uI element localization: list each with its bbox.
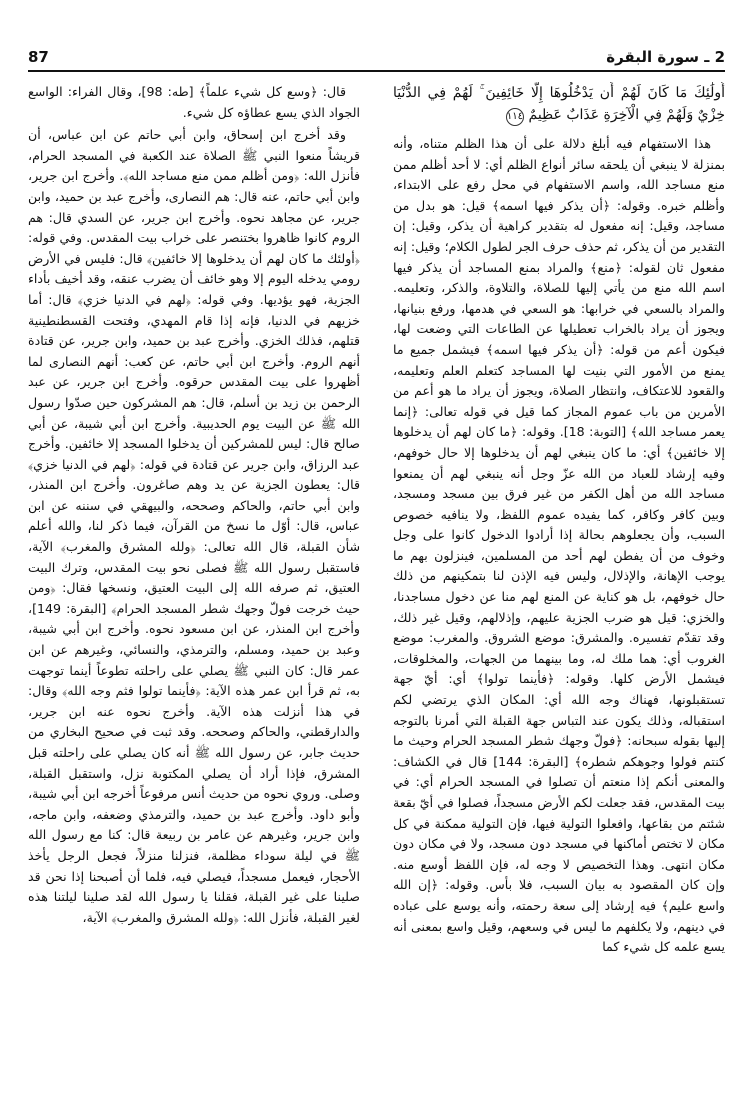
- header-rule: [28, 70, 725, 72]
- chapter-title: 2 ـ سورة البقرة: [606, 48, 725, 66]
- right-column: [393, 82, 725, 1092]
- page-number: 87: [28, 48, 49, 66]
- commentary-paragraph: هذا الاستفهام فيه أبلغ دلالة على أن هذا الظلم متناه، وأنه بمنزلة لا ينبغي أن يلحقه سائر أنواع الظلم أي: لا أحد أظلم ممن منع مساجد الله، واسم الاستفهام في محل رفع على الابتداء، وأظلم خبره. وقوله: ﴿أن يذكر فيها اسمه﴾ قيل: هو بدل من مساجد، وقيل: إنه مفعول له بتقدير كراهية أن يذكر، وقيل: إن التقدير من أن يذكر، ثم حذف حرف الجر لطول الكلام؛ وقيل: إنه مفعول ثان لقوله: ﴿منع﴾ والمراد بمنع المساجد أن يذكر فيها اسم الله منع من يأتي إليها للصلاة، والتلاوة، والذكر، وتعليمه. والمراد بالسعي في خرابها: هو السعي في هدمها، ورفع بنيانها، ويجوز أن يراد بالخراب تعطيلها عن الطاعات التي وضعت لها، فيكون أعم من قوله: ﴿أن يذكر فيها اسمه﴾ فيشمل جميع ما يمنع من الأمور التي بنيت لها المساجد كتعلم العلم وتعليمه، والقعود للاعتكاف، وانتظار الصلاة، ويجوز أن يراد ما هو أعم من الأمرين من باب عموم المجاز كما قيل في قوله تعالى: ﴿إنما يعمر مساجد الله﴾ [التوبة: 18]. وقوله: ﴿ما كان لهم أن يدخلوها إلا خائفين﴾ أي: ما كان ينبغي لهم أن يدخلوها إلا حال خوفهم، وفيه إرشاد للعباد من الله عزّ وجل أنه ينبغي لهم أن يمنعوا مساجد الله من أهل الكفر من غير فرق بين مسجد ومسجد، وبين كافر وكافر، كما يفيده عموم اللفظ، ولا ينافيه خصوص السبب، وأن يجعلوهم بحالة إذا أرادوا الدخول كانوا على وجل وخوف من أن يفطن لهم أحد من المسلمين، فينزلون بهم ما يوجب الإهانة، والإذلال، وليس فيه الإذن لنا بتمكينهم من ذلك حال خوفهم، بل هو كناية عن المنع لهم منا عن دخول مساجدنا، والخزي: قيل هو ضرب الجزية عليهم، وإذلالهم، وقيل غير ذلك، وقد تقدّم تفسيره. والمشرق: موضع الشروق. والمغرب: موضع الغروب أي: هما ملك له، وما بينهما من الجهات، والمخلوقات، فيشمل الأرض كلها. وقوله: ﴿فأينما تولوا﴾ أي: أيّ جهة تستقبلونها، فهناك وجه الله أي: المكان الذي يرتضي لكم استقباله، وذلك يكون عند التباس جهة القبلة التي أمرنا بالتوجه إليها بقوله سبحانه: ﴿فولّ وجهك شطر المسجد الحرام وحيث ما كنتم فولوا وجوهكم شطره﴾ [البقرة: 144] قال في الكشاف: والمعنى أنكم إذا منعتم أن تصلوا في المسجد الحرام أي: في بيت المقدس، فقد جعلت لكم الأرض مسجداً، فصلوا في أيّ بقعة شئتم من بقاعها، وافعلوا التولية فيها، فإن التولية ممكنة في كل مكان لا تختص أماكنها في مسجد دون مسجد، ولا في مكان دون مكان انتهى. وهذا التخصيص لا وجه له، فإن اللفظ أوسع منه. وإن كان المقصود به بيان السبب، فلا بأس. وقوله: ﴿إن الله واسع عليم﴾ فيه إرشاد إلى سعة رحمته، وأنه يوسع على عباده في دينهم، ولا يكلفهم ما ليس في وسعهم، وقيل واسع بمعنى أنه يسع علمه كل شيء كما: [393, 136, 725, 955]
- quran-verse: [393, 82, 725, 126]
- page-header: [28, 48, 725, 70]
- commentary-paragraph: قال: ﴿وسع كل شيء علماً﴾ [طه: 98]، وقال الفراء: الواسع الجواد الذي يسع عطاؤه كل شيء.: [28, 84, 360, 120]
- left-column: [28, 82, 360, 1092]
- verse-text: أُولَٰئِكَ مَا كَانَ لَهُمْ أَن يَدْخُلُوهَا إِلَّا خَائِفِينَ ۚ لَهُمْ فِي الدُّنْيَا خِزْيٌ وَلَهُمْ فِي الْآخِرَةِ عَذَابٌ عَظِيمٌ: [393, 85, 725, 123]
- verse-number-marker: ١١٤: [506, 108, 524, 126]
- commentary-paragraph: وقد أخرج ابن إسحاق، وابن أبي حاتم عن ابن عباس، أن قريشاً منعوا النبي ﷺ الصلاة عند الكعبة في المسجد الحرام، فأنزل الله: ﴿ومن أظلم ممن منع مساجد الله﴾. وأخرج ابن جرير، وابن أبي حاتم، عنه قال: هم النصارى، وأخرج عبد بن حميد، وابن جرير، عن مجاهد نحوه. وأخرج ابن جرير، عن السدي قال: هم الروم كانوا ظاهروا بختنصر على خراب بيت المقدس. وفي قوله: ﴿أولئك ما كان لهم أن يدخلوها إلا خائفين﴾ قال: فليس في الأرض رومي يدخله اليوم إلا وهو خائف أن يضرب عنقه، وقد أخيف بأداء الجزية، فهو يؤديها. وفي قوله: ﴿لهم في الدنيا خزي﴾ قال: أما خزيهم في الدنيا، فإنه إذا قام المهدي، وفتحت القسطنطينية قتلهم، فذلك الخزي. وأخرج عبد بن حميد، وابن جرير، عن قتادة أنهم الروم. وأخرج ابن أبي حاتم، عن كعب: أنهم النصارى لما أظهروا على بيت المقدس حرقوه. وأخرج ابن جرير، عن عبد الرحمن بن زيد بن أسلم، قال: هم المشركون حين صدّوا رسول الله ﷺ عن البيت يوم الحديبية. وأخرج ابن أبي شيبة، عن أبي صالح قال: ليس للمشركين أن يدخلوا المسجد إلا خائفين. وأخرج عبد الرزاق، وابن جرير عن قتادة في قوله: ﴿لهم في الدنيا خزي﴾ قال: يعطون الجزية عن يد وهم صاغرون. وأخرج ابن المنذر، وابن أبي حاتم، والحاكم وصححه، والبيهقي في سننه عن ابن عباس، قال: أوّل ما نسخ من القرآن، فيما ذكر لنا، والله أعلم شأن القبلة، قال الله تعالى: ﴿ولله المشرق والمغرب﴾ الآية، فاستقبل رسول الله ﷺ فصلى نحو بيت المقدس، وترك البيت العتيق، ثم صرفه الله إلى البيت العتيق، ونسخها فقال: ﴿ومن حيث خرجت فولّ وجهك شطر المسجد الحرام﴾ [البقرة: 149]، وأخرج ابن المنذر، عن ابن مسعود نحوه. وأخرج ابن أبي شيبة، وعبد بن حميد، ومسلم، والترمذي، والنسائي، وغيرهم عن ابن عمر قال: كان النبي ﷺ يصلي على راحلته تطوعاً أينما توجهت به، ثم قرأ ابن عمر هذه الآية: ﴿فأينما تولوا فثم وجه الله﴾ وقال: في هذا أنزلت هذه الآية. وأخرج نحوه عنه ابن جرير، والدارقطني، والحاكم وصححه. وقد ثبت في صحيح البخاري من حديث جابر، عن رسول الله ﷺ أنه كان يصلي على راحلته قبل المشرق، فإذا أراد أن يصلي المكتوبة نزل، واستقبل القبلة، وصلى. وروي نحوه من حديث أنس مرفوعاً أخرجه ابن أبي شيبة، وأبو داود. وأخرج عبد بن حميد، والترمذي وضعفه، وابن ماجه، وابن جرير، وغيرهم عن عامر بن ربيعة قال: كنا مع رسول الله ﷺ في ليلة سوداء مظلمة، فنزلنا منزلاً، فجعل الرجل يأخذ الأحجار، فيعمل مسجداً، فيصلي فيه، فلما أن أصبحنا إذا نحن قد صلينا على غير القبلة، فقلنا يا رسول الله لقد صلينا ليلتنا هذه لغير القبلة، فأنزل الله: ﴿ولله المشرق والمغرب﴾ الآية،: [28, 127, 360, 925]
